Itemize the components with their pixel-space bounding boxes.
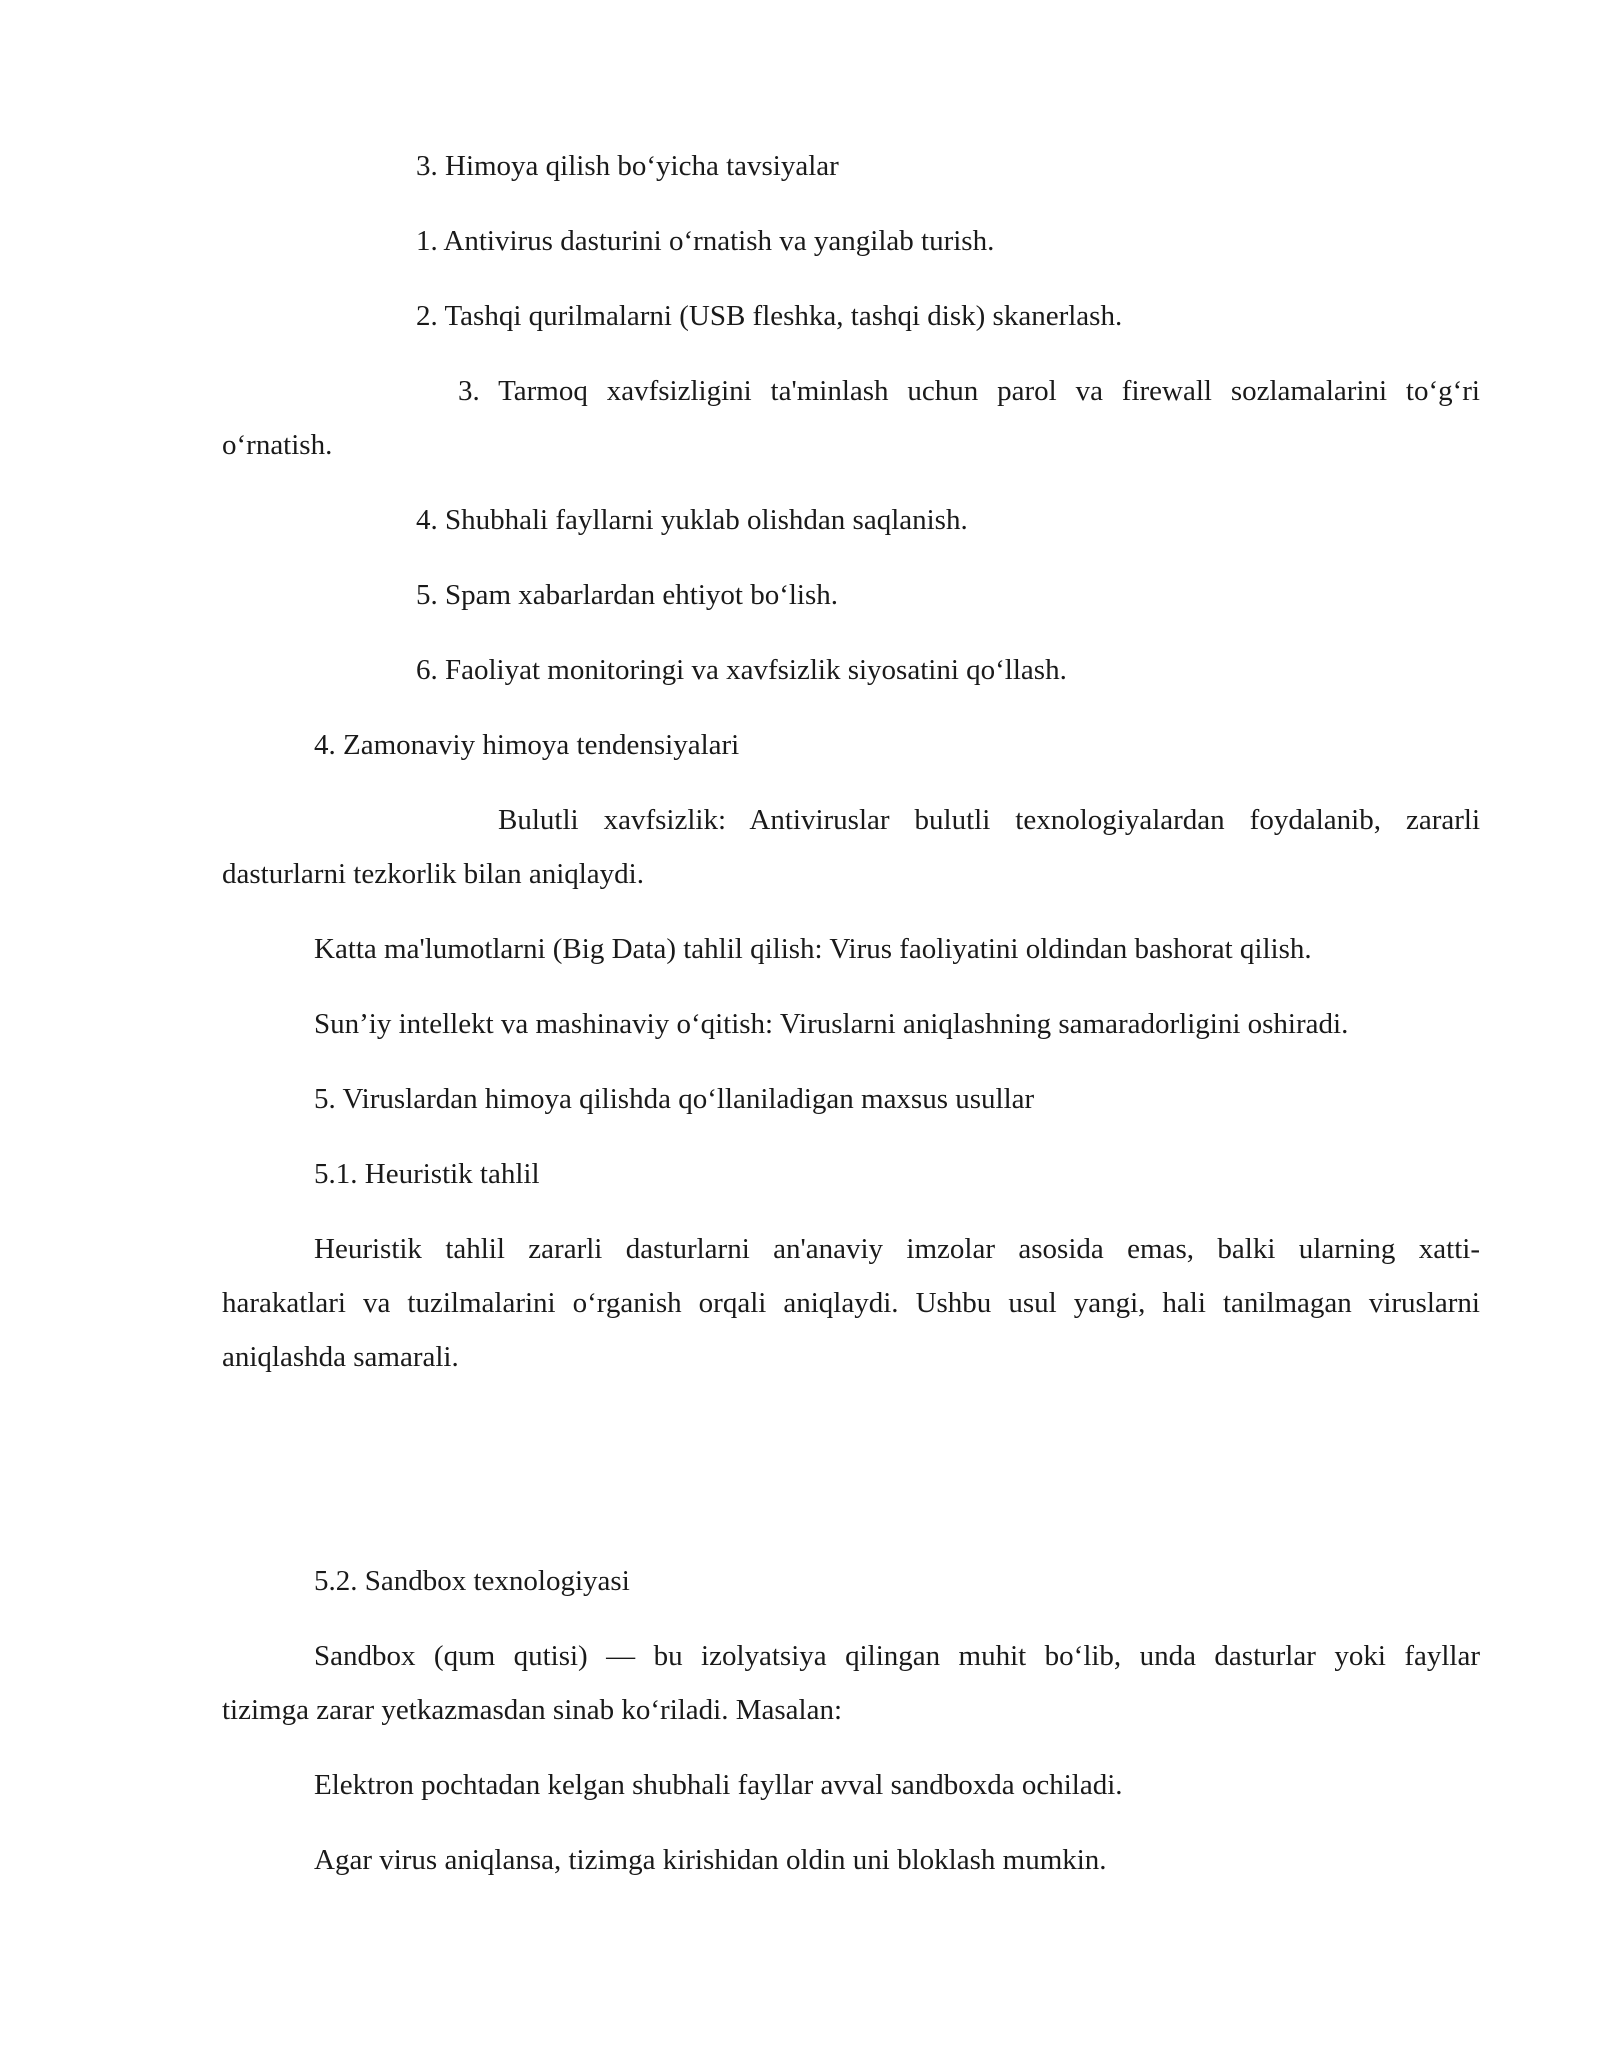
recommendation-item-3-continuation: o‘rnatish. [222,429,333,461]
subsection-heading-sandbox: 5.2. Sandbox texnologiyasi [314,1565,630,1597]
heuristic-paragraph-text-1: Heuristik tahlil zararli dasturlarni an'anaviy imzolar asosida emas, balki ularning xatti- [314,1233,1480,1265]
trend-big-data: Katta ma'lumotlarni (Big Data) tahlil qilish: Virus faoliyatini oldindan bashorat qilish. [314,933,1312,965]
recommendation-item-5: 5. Spam xabarlardan ehtiyot bo‘lish. [416,579,839,611]
trend-cloud-security-continuation: dasturlarni tezkorlik bilan aniqlaydi. [222,858,644,890]
section-heading-special-methods: 5. Viruslardan himoya qilishda qo‘llaniladigan maxsus usullar [314,1083,1035,1115]
recommendation-item-6: 6. Faoliyat monitoringi va xavfsizlik siyosatini qo‘llash. [416,654,1067,686]
recommendation-item-2: 2. Tashqi qurilmalarni (USB fleshka, tashqi disk) skanerlash. [416,300,1123,332]
recommendation-item-3-line-1: 3. Tarmoq xavfsizligini ta'minlash uchun parol va firewall sozlamalarini to‘g‘ri [458,375,1480,407]
trend-cloud-security [498,802,1480,838]
subsection-heading-heuristic: 5.1. Heuristik tahlil [314,1158,540,1190]
trend-ai-ml: Sun’iy intellekt va mashinaviy o‘qitish: Viruslarni aniqlashning samaradorligini oshiradi. [314,1008,1349,1040]
recommendation-item-4: 4. Shubhali fayllarni yuklab olishdan saqlanish. [416,504,968,536]
sandbox-paragraph-line-2: tizimga zarar yetkazmasdan sinab ko‘riladi. Masalan: [222,1694,843,1726]
heuristic-paragraph-line-2 [222,1285,1480,1321]
section-heading-modern-trends: 4. Zamonaviy himoya tendensiyalari [314,729,740,761]
trend-cloud-security-line-1: Bulutli xavfsizlik: Antiviruslar bulutli texnologiyalardan foydalanib, zararli [498,804,1480,836]
sandbox-paragraph-text-1: Sandbox (qum qutisi) — bu izolyatsiya qilingan muhit bo‘lib, unda dasturlar yoki fayllar [314,1640,1480,1672]
heuristic-paragraph-line-1 [314,1231,1480,1267]
heuristic-paragraph-line-3: aniqlashda samarali. [222,1341,459,1373]
sandbox-example-block: Agar virus aniqlansa, tizimga kirishidan oldin uni bloklash mumkin. [314,1844,1107,1876]
sandbox-example-email: Elektron pochtadan kelgan shubhali fayllar avval sandboxda ochiladi. [314,1769,1123,1801]
recommendation-item-3 [458,373,1480,409]
section-heading-protection-recommendations: 3. Himoya qilish bo‘yicha tavsiyalar [416,150,839,182]
heuristic-paragraph-text-2: harakatlari va tuzilmalarini o‘rganish orqali aniqlaydi. Ushbu usul yangi, hali tanilmagan viruslarni [222,1287,1480,1319]
recommendation-item-1: 1. Antivirus dasturini o‘rnatish va yangilab turish. [416,225,995,257]
sandbox-paragraph-line-1 [314,1638,1480,1674]
